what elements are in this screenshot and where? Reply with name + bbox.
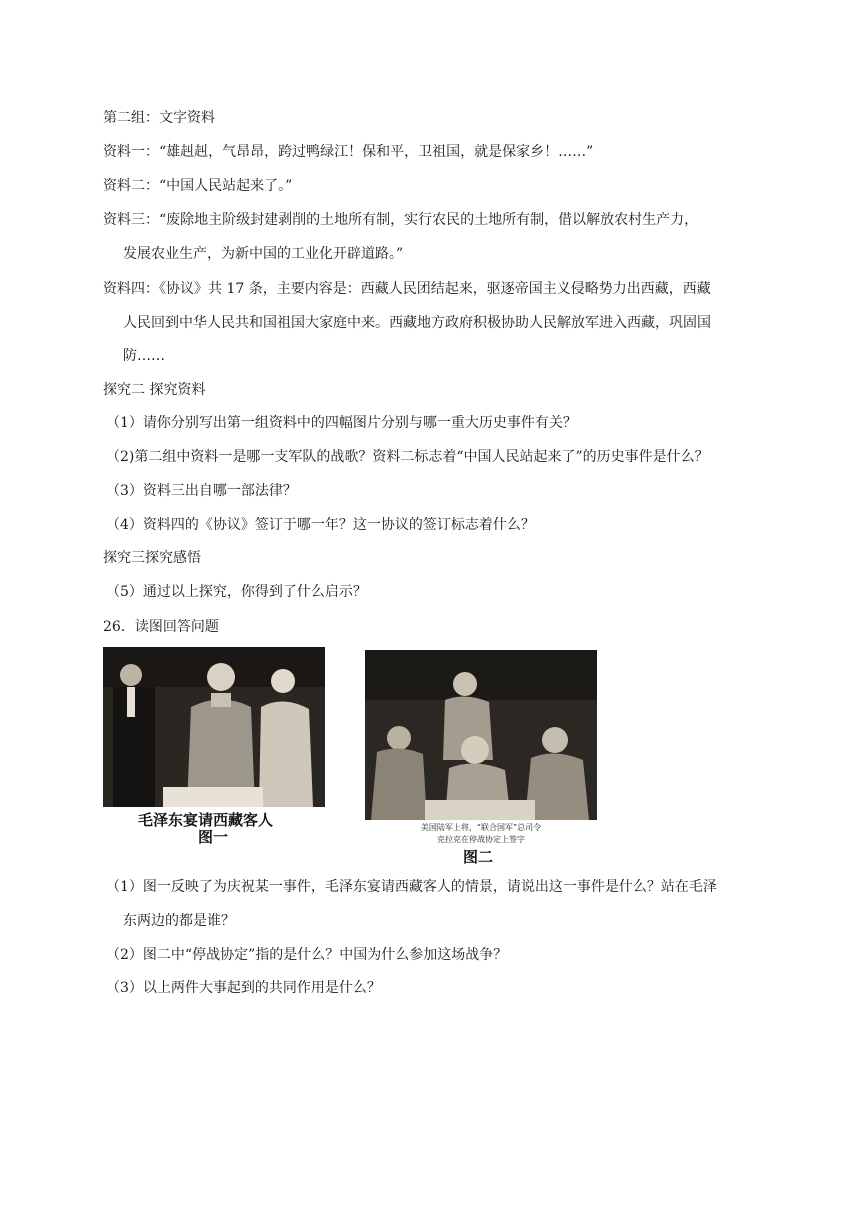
question-3: （3）资料三出自哪一部法律？	[106, 483, 297, 499]
material-2: 资料二：“中国人民站起来了。”	[103, 178, 293, 194]
material-4-line3: 防……	[123, 348, 165, 364]
question-4: （4）资料四的《协议》签订于哪一年？这一协议的签订标志着什么？	[106, 517, 535, 533]
figure-1-photo	[103, 647, 325, 807]
explore-2-heading: 探究二 探究资料	[103, 382, 206, 398]
figure-1	[103, 647, 325, 845]
question-1: （1）请你分别写出第一组资料中的四幅图片分别与哪一重大历史事件有关？	[106, 415, 577, 431]
photo-question-3: （3）以上两件大事起到的共同作用是什么？	[106, 980, 381, 996]
explore-3-heading: 探究三探究感悟	[103, 550, 201, 566]
material-3-line2: 发展农业生产，为新中国的工业化开辟道路。”	[123, 246, 404, 262]
figure-1-caption: 毛泽东宴请西藏客人	[138, 811, 274, 829]
figure-2-label: 图二	[463, 848, 494, 866]
figure-2-caption-line2: 克拉克在停战协定上签字	[437, 835, 525, 844]
question-5: （5）通过以上探究，你得到了什么启示？	[106, 584, 367, 600]
question-26-heading: 26．读图回答问题	[103, 619, 219, 635]
group2-title: 第二组：文字资料	[103, 110, 215, 126]
figure-1-label: 图一	[198, 828, 229, 846]
photo-question-1-line2: 东两边的都是谁？	[123, 913, 235, 929]
photo-question-2: （2）图二中“停战协定”指的是什么？中国为什么参加这场战争？	[106, 947, 508, 963]
figure-2-caption-line1: 美国陆军上将，“联合国军”总司令	[420, 823, 542, 832]
figure-2-photo	[365, 650, 597, 820]
material-4-line2: 人民回到中华人民共和国祖国大家庭中来。西藏地方政府积极协助人民解放军进入西藏，巩固国	[123, 315, 711, 331]
material-4-line1: 资料四：《协议》共 17 条，主要内容是：西藏人民团结起来，驱逐帝国主义侵略势力出西藏，西藏	[103, 281, 711, 297]
material-1: 资料一：“雄赳赳，气昂昂，跨过鸭绿江！保和平，卫祖国，就是保家乡！……”	[103, 144, 594, 160]
figure-2	[365, 650, 597, 865]
question-2: （2)第二组中资料一是哪一支军队的战歌？资料二标志着“中国人民站起来了”的历史事件是什么？	[106, 449, 709, 465]
material-3-line1: 资料三：“废除地主阶级封建剥削的土地所有制，实行农民的土地所有制，借以解放农村生产力，	[103, 212, 699, 228]
photo-question-1-line1: （1）图一反映了为庆祝某一事件，毛泽东宴请西藏客人的情景，请说出这一事件是什么？站在毛泽	[106, 879, 717, 895]
